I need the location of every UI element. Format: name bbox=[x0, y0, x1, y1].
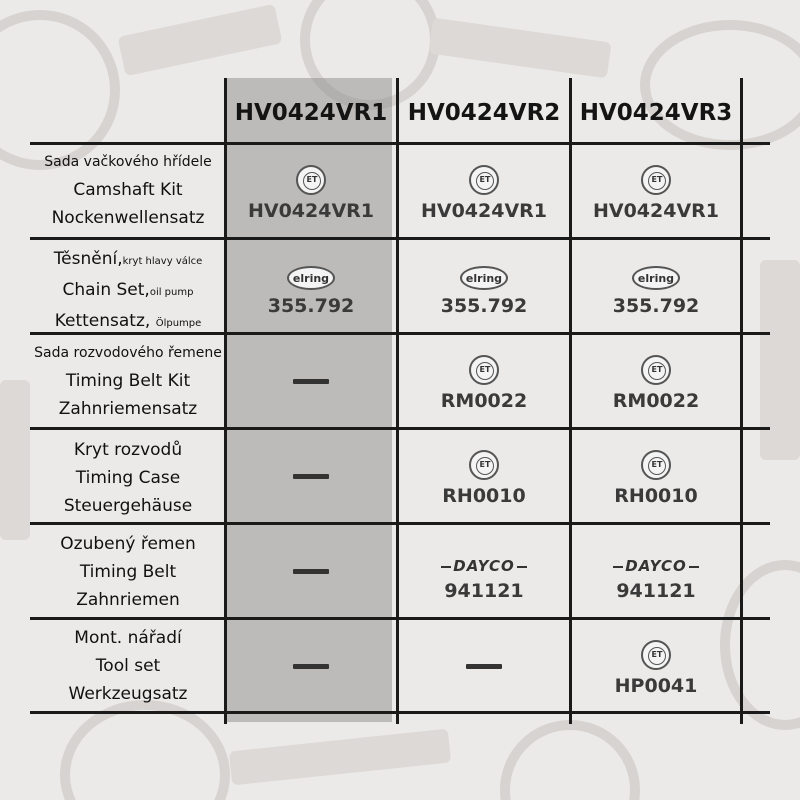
elring-logo-icon: elring bbox=[632, 266, 680, 290]
label-czech: Sada rozvodového řemene bbox=[34, 345, 222, 361]
label-czech: Sada vačkového hřídele bbox=[44, 154, 212, 170]
column-header-3: HV0424VR3 bbox=[579, 100, 733, 126]
product-cell bbox=[226, 620, 396, 712]
not-available-dash bbox=[293, 474, 329, 479]
product-cell bbox=[398, 525, 570, 617]
product-cell bbox=[226, 145, 396, 237]
not-available-dash bbox=[293, 379, 329, 384]
product-cell bbox=[398, 145, 570, 237]
product-cell bbox=[571, 335, 741, 427]
row-label-camshaft-kit bbox=[30, 148, 226, 232]
part-number: 355.792 bbox=[267, 295, 355, 317]
label-czech: Ozubený řemen bbox=[60, 534, 196, 554]
part-number: RM0022 bbox=[612, 390, 700, 412]
product-cell bbox=[571, 620, 741, 712]
label-english: Timing Belt bbox=[79, 562, 177, 582]
label-german: Zahnriemen bbox=[76, 590, 180, 610]
elring-logo-icon: elring bbox=[287, 266, 335, 290]
part-number: 355.792 bbox=[612, 295, 700, 317]
row-label-timing-case bbox=[30, 436, 226, 520]
part-number: HV0424VR1 bbox=[420, 200, 548, 222]
et-logo-icon: ET bbox=[469, 450, 499, 480]
product-cell bbox=[226, 430, 396, 522]
et-logo-icon: ET bbox=[296, 165, 326, 195]
not-available-dash bbox=[466, 664, 502, 669]
part-number: RM0022 bbox=[440, 390, 528, 412]
label-czech: Mont. nářadí bbox=[74, 628, 182, 648]
label-german: Steuergehäuse bbox=[63, 496, 193, 516]
et-logo-icon: ET bbox=[469, 165, 499, 195]
label-german-sub: Ölpumpe bbox=[155, 318, 202, 329]
row-label-timing-belt-kit bbox=[30, 339, 226, 423]
part-number: 355.792 bbox=[440, 295, 528, 317]
part-number: HV0424VR1 bbox=[247, 200, 375, 222]
row-label-chain-set bbox=[30, 245, 226, 338]
label-german: Zahnriemensatz bbox=[58, 399, 198, 419]
product-cell bbox=[226, 240, 396, 332]
label-german: Nockenwellensatz bbox=[51, 208, 205, 228]
label-english: Timing Belt Kit bbox=[65, 371, 191, 391]
product-cell bbox=[226, 335, 396, 427]
product-cell bbox=[571, 525, 741, 617]
label-german: Kettensatz, bbox=[54, 311, 151, 331]
product-cell bbox=[571, 430, 741, 522]
part-number: 941121 bbox=[616, 580, 696, 602]
product-cell bbox=[398, 335, 570, 427]
product-cell bbox=[571, 145, 741, 237]
label-english-sub: oil pump bbox=[149, 287, 194, 298]
product-cell bbox=[398, 430, 570, 522]
column-header-2: HV0424VR2 bbox=[407, 100, 561, 126]
not-available-dash bbox=[293, 664, 329, 669]
product-cell bbox=[398, 620, 570, 712]
et-logo-icon: ET bbox=[641, 355, 671, 385]
product-cell bbox=[398, 240, 570, 332]
label-english: Camshaft Kit bbox=[73, 180, 183, 200]
part-number: HV0424VR1 bbox=[592, 200, 720, 222]
label-english: Timing Case bbox=[75, 468, 181, 488]
column-header-1: HV0424VR1 bbox=[234, 100, 388, 126]
part-number: RH0010 bbox=[442, 485, 526, 507]
label-czech-sub: kryt hlavy válce bbox=[122, 256, 203, 267]
dayco-logo-icon: DAYCO bbox=[443, 557, 524, 575]
elring-logo-icon: elring bbox=[460, 266, 508, 290]
label-czech: Kryt rozvodů bbox=[73, 440, 183, 460]
label-english: Tool set bbox=[95, 656, 161, 676]
et-logo-icon: ET bbox=[641, 450, 671, 480]
part-number: 941121 bbox=[444, 580, 524, 602]
row-label-timing-belt bbox=[30, 530, 226, 614]
product-cell bbox=[571, 240, 741, 332]
et-logo-icon: ET bbox=[469, 355, 499, 385]
et-logo-icon: ET bbox=[641, 165, 671, 195]
product-cell bbox=[226, 525, 396, 617]
part-number: HP0041 bbox=[614, 675, 698, 697]
row-label-tool-set bbox=[30, 624, 226, 708]
et-logo-icon: ET bbox=[641, 640, 671, 670]
not-available-dash bbox=[293, 569, 329, 574]
label-czech: Těsnění, bbox=[53, 249, 123, 269]
label-english: Chain Set, bbox=[62, 280, 150, 300]
label-german: Werkzeugsatz bbox=[68, 684, 188, 704]
part-number: RH0010 bbox=[614, 485, 698, 507]
dayco-logo-icon: DAYCO bbox=[615, 557, 696, 575]
